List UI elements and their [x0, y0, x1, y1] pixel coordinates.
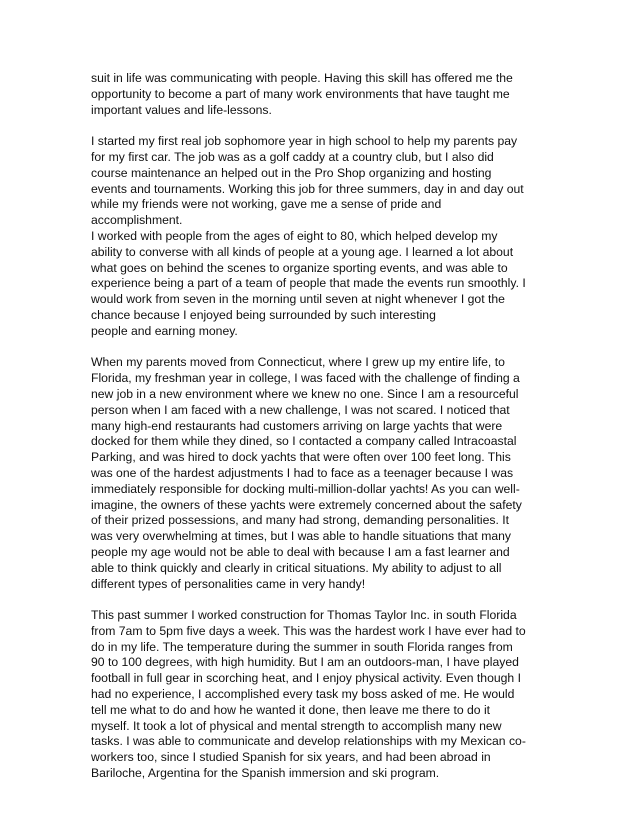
text-line: of their prized possessions, and many had strong, demanding personalities. It: [91, 513, 509, 528]
text-line: different types of personalities came in very handy!: [91, 576, 366, 591]
text-line: events and tournaments. Working this job for three summers, day in and day out: [91, 181, 524, 196]
paragraph: [91, 229, 551, 340]
text-line: workers too, since I studied Spanish for six years, and had been abroad in: [91, 750, 491, 765]
text-line: imagine, the owners of these yachts were extremely concerned about the safety: [91, 497, 522, 512]
text-line: ability to converse with all kinds of people at a young age. I learned a lot about: [91, 244, 514, 259]
paragraph: [91, 355, 551, 592]
text-line: chance because I enjoyed being surrounded by such interesting: [91, 307, 436, 322]
text-line: had no experience, I accomplished every task my boss asked of me. He would: [91, 687, 515, 702]
text-line: for my first car. The job was as a golf caddy at a country club, but I also did: [91, 149, 494, 164]
text-line: football in full gear in scorching heat, and I enjoy physical activity. Even though I: [91, 671, 521, 686]
paragraph: [91, 608, 551, 782]
text-line: Parking, and was hired to dock yachts that were often over 100 feet long. This: [91, 450, 511, 465]
text-line: opportunity to become a part of many work environments that have taught me: [91, 86, 510, 101]
text-line: from 7am to 5pm five days a week. This was the hardest work I have ever had to: [91, 623, 526, 638]
text-line: many high-end restaurants had customers arriving on large yachts that were: [91, 418, 503, 433]
text-line: docked for them while they dined, so I contacted a company called Intracoastal: [91, 434, 517, 449]
text-line: Florida, my freshman year in college, I was faced with the challenge of finding a: [91, 371, 520, 386]
paragraph: [91, 71, 551, 118]
text-line: would work from seven in the morning until seven at night whenever I got the: [91, 292, 505, 307]
text-line: do in my life. The temperature during the summer in south Florida ranges from: [91, 639, 513, 654]
text-line: people my age would not be able to deal with because I am a fast learner and: [91, 544, 510, 559]
text-line: new job in a new environment where we knew no one. Since I am a resourceful: [91, 386, 519, 401]
text-line: was one of the hardest adjustments I had to face as a teenager because I was: [91, 465, 514, 480]
text-line: tell me what to do and how he wanted it done, then leave me there to do it: [91, 702, 491, 717]
text-line: accomplishment.: [91, 213, 183, 228]
text-line: This past summer I worked construction for Thomas Taylor Inc. in south Florida: [91, 608, 517, 623]
text-line: myself. It took a lot of physical and mental strength to accomplish many new: [91, 718, 502, 733]
text-line: important values and life-lessons.: [91, 102, 272, 117]
text-line: suit in life was communicating with people. Having this skill has offered me the: [91, 71, 513, 85]
text-line: experience being a part of a team of people that made the events run smoothly. I: [91, 276, 526, 291]
text-line: was very overwhelming at times, but I was able to handle situations that many: [91, 529, 511, 544]
text-line: person when I am faced with a new challenge, I was not scared. I noticed that: [91, 402, 510, 417]
text-line: I started my first real job sophomore year in high school to help my parents pay: [91, 134, 518, 149]
document-body: [91, 71, 551, 782]
text-line: course maintenance an helped out in the Pro Shop organizing and hosting: [91, 165, 492, 180]
text-line: tasks. I was able to communicate and develop relationships with my Mexican co-: [91, 734, 526, 749]
text-line: Bariloche, Argentina for the Spanish immersion and ski program.: [91, 766, 440, 781]
text-line: immediately responsible for docking multi-million-dollar yachts! As you can well-: [91, 481, 520, 496]
paragraph: [91, 134, 551, 229]
text-line: 90 to 100 degrees, with high humidity. But I am an outdoors-man, I have played: [91, 655, 519, 670]
text-line: I worked with people from the ages of eight to 80, which helped develop my: [91, 228, 498, 243]
text-line: When my parents moved from Connecticut, where I grew up my entire life, to: [91, 355, 505, 370]
text-line: able to think quickly and clearly in critical situations. My ability to adjust to all: [91, 560, 502, 575]
text-line: while my friends were not working, gave me a sense of pride and: [91, 197, 442, 212]
text-line: people and earning money.: [91, 323, 238, 338]
text-line: what goes on behind the scenes to organize sporting events, and was able to: [91, 260, 508, 275]
